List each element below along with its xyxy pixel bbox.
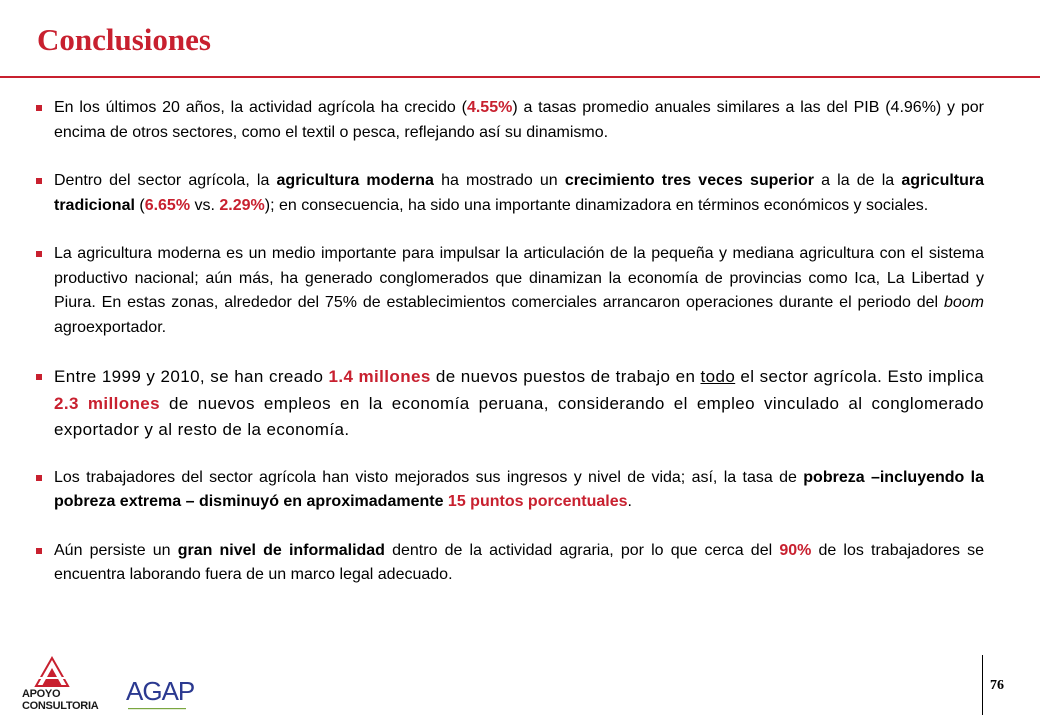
conclusion-item	[34, 539, 984, 588]
highlighted-figure: 15 puntos porcentuales	[447, 493, 628, 510]
bullet-marker-icon	[36, 374, 42, 380]
title-underline	[0, 76, 1040, 78]
conclusion-text: Los trabajadores del sector agrícola han visto mejorados sus ingresos y nivel de vida; así, la tasa de	[54, 468, 804, 486]
conclusion-text: pobreza –incluyendo la pobreza extrema – disminuyó en aproximadamente	[54, 468, 984, 510]
conclusion-text: Dentro del sector agrícola, la	[54, 172, 277, 189]
highlighted-figure: 1.4 millones	[328, 367, 431, 386]
conclusion-text: boom	[943, 294, 984, 311]
bullet-marker-icon	[36, 475, 42, 481]
conclusion-text: de nuevos puestos de trabajo en	[430, 367, 701, 386]
conclusion-text: agricultura moderna	[276, 172, 434, 189]
conclusion-item	[34, 466, 984, 515]
footer-divider	[982, 655, 983, 715]
conclusion-text: gran nivel de informalidad	[177, 541, 385, 559]
conclusion-text: ); en consecuencia, ha sido una importante dinamizadora en términos económicos y sociales.	[264, 196, 929, 214]
apoyo-logo-line2: CONSULTORIA	[22, 700, 99, 712]
conclusion-item	[34, 96, 984, 145]
conclusion-text: vs.	[190, 196, 220, 214]
conclusion-text: Aún persiste un	[54, 541, 178, 559]
apoyo-consultoria-logo	[22, 656, 118, 712]
agap-logo	[124, 676, 204, 712]
conclusion-text: ) a tasas promedio anuales similares a las del PIB (4.96%) y por encima de otros sectores, como el textil o pesca, reflejando así su dinamismo.	[54, 99, 984, 141]
bullet-marker-icon	[36, 548, 42, 554]
highlighted-figure: 4.55%	[466, 99, 513, 116]
conclusion-text: crecimiento tres veces superior	[564, 172, 814, 189]
conclusion-text: dentro de la actividad agraria, por lo que cerca del	[384, 541, 780, 559]
conclusion-text: a la de la	[813, 172, 902, 189]
conclusion-item	[34, 169, 984, 218]
conclusion-item	[34, 242, 984, 340]
conclusion-text: el sector agrícola. Esto implica	[735, 367, 984, 386]
bullet-marker-icon	[36, 251, 42, 257]
conclusion-text: Entre 1999 y 2010, se han creado	[54, 367, 329, 386]
bullet-marker-icon	[36, 178, 42, 184]
conclusion-text: de nuevos empleos en la economía peruana, considerando el empleo vinculado al conglomerado exportador y al resto de la economía.	[54, 393, 984, 439]
conclusion-text: En los últimos 20 años, la actividad agrícola ha crecido (	[54, 99, 467, 116]
page-title: Conclusiones	[37, 22, 211, 57]
highlighted-figure: 2.29%	[219, 196, 265, 214]
conclusion-text: (	[134, 196, 145, 214]
conclusion-text: todo	[700, 367, 736, 386]
conclusion-item	[34, 364, 984, 444]
conclusion-text: ha mostrado un	[433, 172, 565, 189]
conclusion-text: La agricultura moderna es un medio importante para impulsar la articulación de la pequeña y mediana agricultura con el sistema productivo nacional; aún más, ha generado conglomerados que dinamizan la economía de provincias como Ica, La Libertad y Piura. En estas zonas, alrededor del 75% de establecimientos comerciales arrancaron operaciones durante el periodo del	[54, 245, 984, 311]
highlighted-figure: 2.3 millones	[54, 393, 160, 413]
conclusions-list	[34, 96, 984, 612]
conclusion-text: agricultura tradicional	[54, 172, 985, 214]
highlighted-figure: 90%	[779, 541, 812, 559]
agap-tagline-mark	[128, 705, 188, 713]
agap-logo-text: AGAP	[126, 676, 195, 706]
conclusion-text: .	[627, 493, 632, 510]
page-number: 76	[990, 678, 1004, 693]
bullet-marker-icon	[36, 105, 42, 111]
highlighted-figure: 6.65%	[144, 196, 191, 214]
conclusion-text: de los trabajadores se encuentra laborando fuera de un marco legal adecuado.	[54, 541, 985, 583]
apoyo-logo-line1: APOYO	[22, 688, 61, 700]
conclusion-text: agroexportador.	[54, 318, 167, 336]
